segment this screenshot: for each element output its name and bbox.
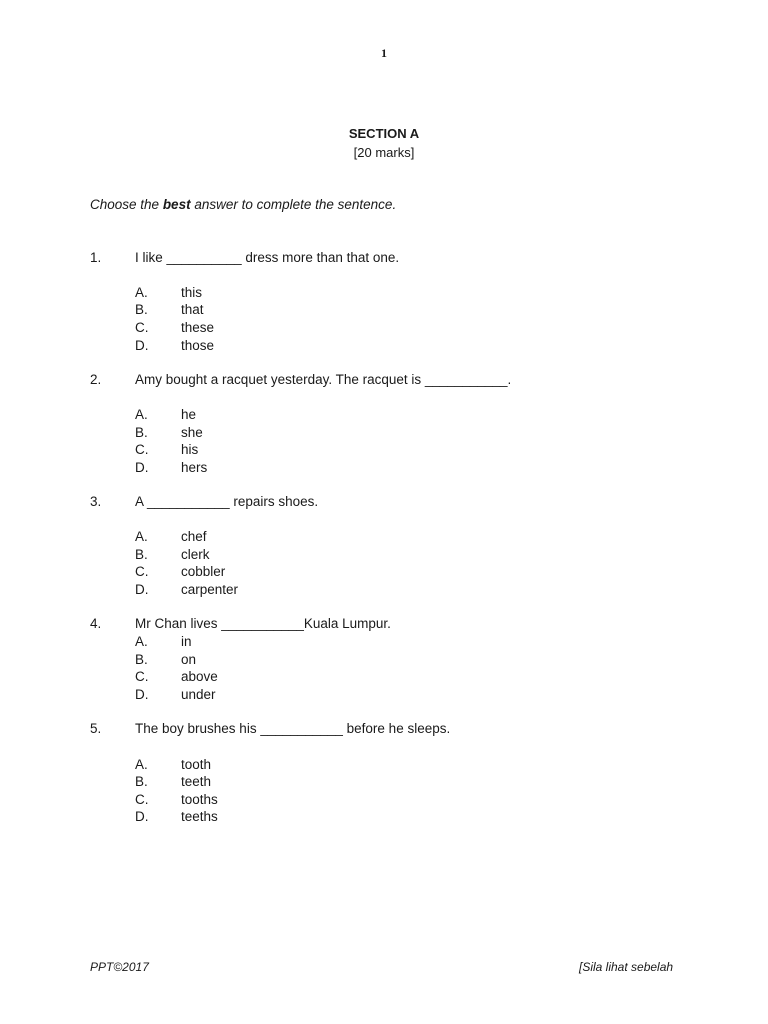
option-text: chef <box>181 529 207 544</box>
option-label: A. <box>135 407 148 422</box>
option-label: D. <box>135 582 149 597</box>
option-label: C. <box>135 564 149 579</box>
option-text: hers <box>181 460 208 475</box>
option-label: C. <box>135 792 149 807</box>
option-label: C. <box>135 442 149 457</box>
option-text: carpenter <box>181 582 239 597</box>
option-text: cobbler <box>181 564 226 579</box>
option-label: D. <box>135 687 149 702</box>
question-text: Mr Chan lives ___________Kuala Lumpur. <box>135 616 391 631</box>
option-label: A. <box>135 529 148 544</box>
option-label: D. <box>135 460 149 475</box>
option-label: B. <box>135 547 148 562</box>
option-text: his <box>181 442 199 457</box>
option-label: A. <box>135 757 148 772</box>
option-text: in <box>181 634 192 649</box>
page-number: 1 <box>381 46 387 60</box>
option-text: those <box>181 338 215 353</box>
option-text: tooths <box>181 792 218 807</box>
question-number: 4. <box>90 616 102 631</box>
option-text: above <box>181 669 218 684</box>
question-text: The boy brushes his ___________ before he sleeps. <box>135 721 451 736</box>
option-text: that <box>181 302 204 317</box>
footer-copyright: PPT©2017 <box>90 960 149 974</box>
option-text: she <box>181 425 203 440</box>
option-text: tooth <box>181 757 212 772</box>
option-label: C. <box>135 669 149 684</box>
section-marks: [20 marks] <box>353 145 415 160</box>
option-label: B. <box>135 425 148 440</box>
instruction-pre: Choose the <box>90 197 163 212</box>
question-text: A ___________ repairs shoes. <box>135 494 319 509</box>
option-label: D. <box>135 338 149 353</box>
option-label: B. <box>135 652 148 667</box>
option-text: these <box>181 320 215 335</box>
option-text: teeth <box>181 774 212 789</box>
instruction-emphasis: best <box>162 197 191 212</box>
option-text: teeths <box>181 809 218 824</box>
question-number: 2. <box>90 372 102 387</box>
instruction-post: answer to complete the sentence. <box>190 197 397 212</box>
instruction <box>90 197 396 212</box>
question-text: Amy bought a racquet yesterday. The racquet is ___________. <box>135 372 512 387</box>
option-label: C. <box>135 320 149 335</box>
question-number: 3. <box>90 494 102 509</box>
option-text: this <box>181 285 203 300</box>
option-label: D. <box>135 809 149 824</box>
question-text: I like __________ dress more than that one. <box>135 250 400 265</box>
option-text: under <box>181 687 216 702</box>
question-number: 5. <box>90 721 102 736</box>
question-number: 1. <box>90 250 102 265</box>
option-label: B. <box>135 302 148 317</box>
section-title: SECTION A <box>348 126 420 141</box>
footer-next-page: [Sila lihat sebelah <box>579 960 674 974</box>
option-text: he <box>181 407 197 422</box>
option-label: A. <box>135 634 148 649</box>
option-label: A. <box>135 285 148 300</box>
option-label: B. <box>135 774 148 789</box>
option-text: on <box>181 652 197 667</box>
option-text: clerk <box>181 547 210 562</box>
